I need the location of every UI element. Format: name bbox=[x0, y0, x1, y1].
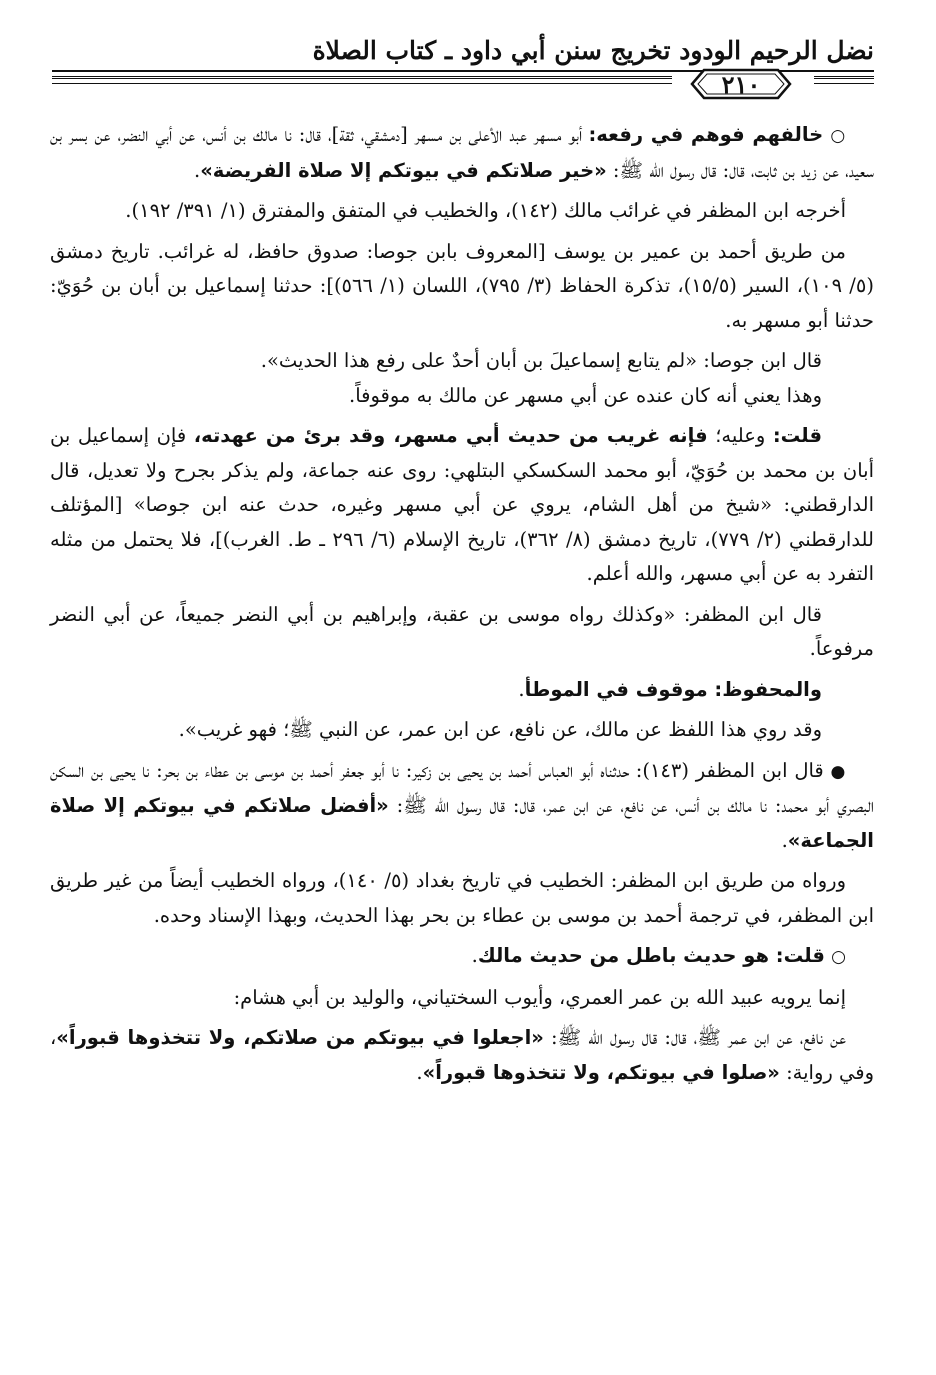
hollow-circle-marker: ○ bbox=[830, 126, 847, 146]
paragraph-9: وقد روي هذا اللفظ عن مالك، عن نافع، عن ابن عمر، عن النبي ﷺ؛ فهو غريب». bbox=[178, 718, 822, 741]
hollow-circle-marker: ○ bbox=[831, 947, 846, 967]
text: . bbox=[416, 1060, 423, 1084]
bold-heading: خالفهم فوهم في رفعه: bbox=[588, 123, 824, 146]
text: وعليه؛ bbox=[707, 424, 773, 447]
paragraph-2: أخرجه ابن المظفر في غرائب مالك (١٤٢)، والخطيب في المتفق والمفترق (١/ ٣٩١/ ١٩٢). bbox=[125, 199, 846, 222]
hadith-text: «صلوا في بيوتكم، ولا تتخذوها قبوراً» bbox=[422, 1060, 780, 1084]
paragraph-12 bbox=[50, 939, 874, 975]
header-double-rule-left bbox=[52, 76, 672, 84]
paragraph-5: وهذا يعني أنه كان عنده عن أبي مسهر عن مالك به موقوفاً. bbox=[349, 383, 822, 407]
hadith-text: «خير صلاتكم في بيوتكم إلا صلاة الفريضة» bbox=[200, 158, 607, 182]
bold-heading: قلت: bbox=[772, 424, 822, 447]
bold-heading: قلت: هو حديث باطل من حديث مالك bbox=[477, 944, 825, 967]
text: . bbox=[518, 677, 525, 701]
paragraph-7: قال ابن المظفر: «وكذلك رواه موسى بن عقبة، وإبراهيم بن أبي النضر جميعاً، عن أبي النضر مرفوعاً. bbox=[50, 602, 874, 660]
running-title: نضل الرحيم الودود تخريج سنن أبي داود ـ كتاب الصلاة bbox=[312, 36, 874, 65]
page-header bbox=[52, 36, 874, 99]
paragraph-3: من طريق أحمد بن عمير بن يوسف [المعروف بابن جوصا: صدوق حافظ، له غرائب. تاريخ دمشق (٥/ ١٠٩)، السير (١٥/٥)، تذكرة الحفاظ (٣/ ٧٩٥)، اللسان (١/ ٥٦٦)]: حدثنا إسماعيل بن أبان بن حُوَيّ: حدثنا أبو مسهر به. bbox=[50, 239, 874, 332]
paragraph-11: ورواه من طريق ابن المظفر: الخطيب في تاريخ بغداد (٥/ ١٤٠)، ورواه الخطيب أيضاً من غير طريق ابن المظفر، في ترجمة أحمد بن موسى بن عطاء بن بحر بهذا الحديث، وبهذا الإسناد وحده. bbox=[50, 869, 874, 927]
text: فإن إسماعيل بن أبان بن محمد بن حُوَيّ، أبو محمد السكسكي البتلهي: روى عنه جماعة، ولم يذكر بجرح ولا تعديل، قال الدارقطني: «شيخ من أهل الشام، يروي عن أبي مسهر وغيره، حدث عنه ابن جوصا» [المؤتلف للدارقطني (٢/ ٧٧٩)، تاريخ دمشق (٨/ ٣٦٢)، تاريخ الإسلام (٦/ ٢٩٦ ـ ط. الغرب)]، فلا يحتمل من مثله التفرد به عن أبي مسهر، والله أعلم. bbox=[50, 424, 874, 585]
page-number-badge bbox=[690, 66, 792, 102]
header-double-rule-right bbox=[814, 76, 874, 84]
text: ، وفي رواية: bbox=[50, 1026, 874, 1084]
paragraph-14 bbox=[50, 1021, 874, 1090]
bold-text: فإنه غريب من حديث أبي مسهر، وقد برئ من عهدته، bbox=[193, 424, 708, 447]
text: أبو مسهر عبد الأعلى بن مسهر [دمشقي، ثقة]، قال: نا مالك بن أنس، عن أبي النضر، عن بسر بن سعيد، عن زيد بن ثابت، قال: قال رسول الله ﷺ: bbox=[50, 123, 874, 182]
paragraph-13: إنما يرويه عبيد الله بن عمر العمري، وأيوب السختياني، والوليد بن أبي هشام: bbox=[233, 985, 846, 1009]
page-number: ٢١٠ bbox=[721, 69, 761, 99]
hadith-text: «اجعلوا في بيوتكم من صلاتكم، ولا تتخذوها قبوراً» bbox=[56, 1026, 544, 1049]
bold-heading: والمحفوظ: موقوف في الموطأ bbox=[524, 677, 822, 701]
text: . bbox=[193, 158, 201, 182]
filled-circle-marker: ● bbox=[830, 761, 846, 782]
text: . bbox=[471, 944, 478, 967]
text: . bbox=[781, 828, 788, 852]
hadith-text: «أفضل صلاتكم في بيوتكم إلا صلاة الجماعة» bbox=[50, 794, 874, 852]
page-body bbox=[50, 118, 874, 1096]
text: عن نافع، عن ابن عمر ﷺ، قال: قال رسول الله ﷺ: bbox=[543, 1026, 846, 1049]
paragraph-4: قال ابن جوصا: «لم يتابع إسماعيلَ بن أبان أحدٌ على رفع هذا الحديث». bbox=[260, 349, 822, 372]
text: قال ابن المظفر (١٤٣): حدثناه أبو العباس أحمد بن يحيى بن زكير: نا أبو جعفر أحمد بن موسى بن عطاء بن بحر: نا يحيى بن السكن البصري أبو محمد: نا مالك بن أنس، عن نافع، عن ابن عمر، قال: قال رسول الله ﷺ: bbox=[50, 758, 874, 817]
paragraph-1 bbox=[50, 118, 874, 188]
paragraph-10 bbox=[50, 754, 874, 859]
paragraph-8 bbox=[50, 673, 874, 708]
paragraph-6 bbox=[50, 419, 874, 592]
